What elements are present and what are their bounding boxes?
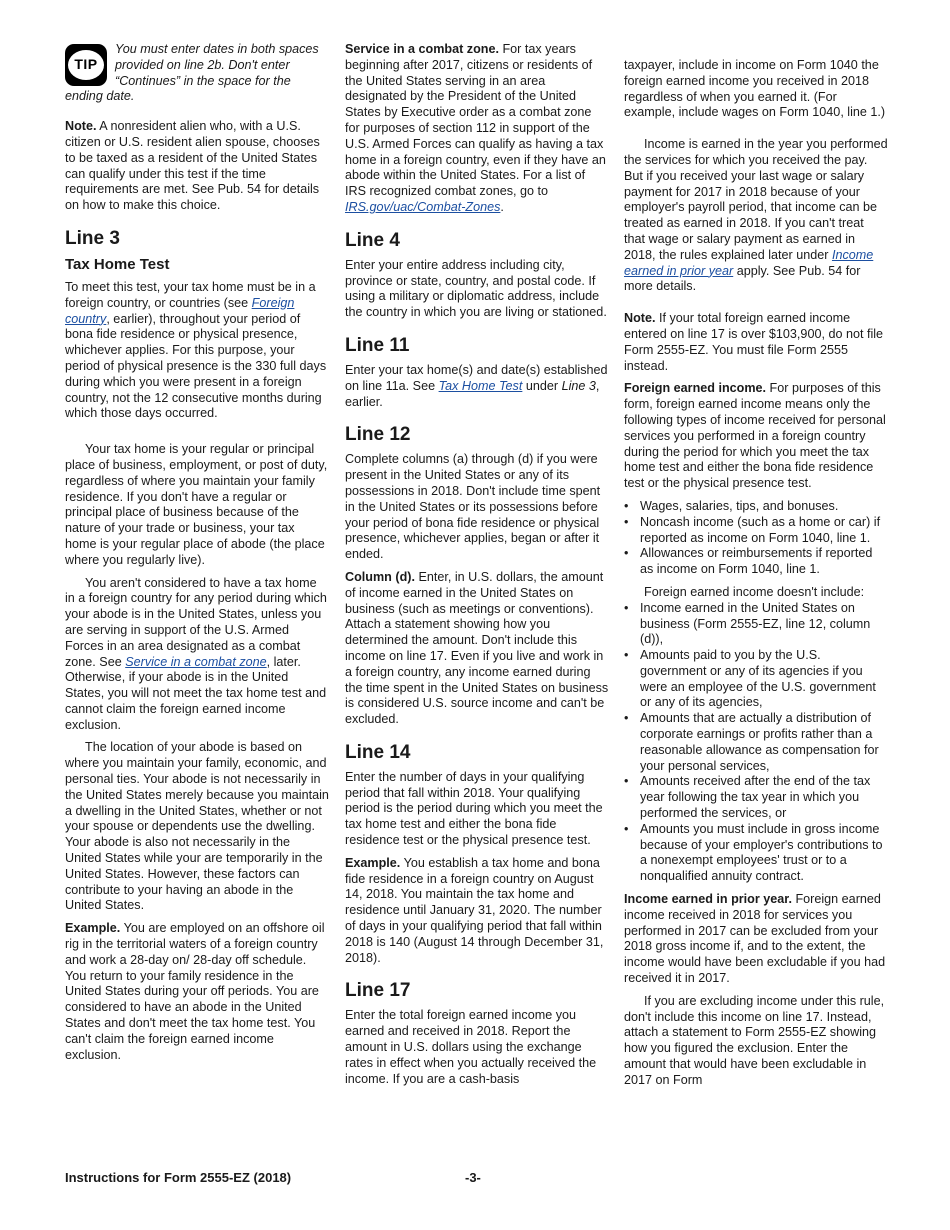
line-4-heading: Line 4 (345, 229, 400, 251)
cash-basis-paragraph: taxpayer, include in income on Form 1040 the foreign earned income you received in 2018 regardless of when you earned it. (For example, include wages on Form 1040, line 1.) (624, 58, 886, 120)
text-fragment: . (500, 199, 504, 214)
text-fragment: , later. Otherwise, if your abode is in the United States, you will not meet the tax home test and cannot claim the foreign earned income exclusion. (65, 654, 327, 732)
foreign-earned-income-paragraph (624, 381, 888, 492)
text-fragment: under (522, 378, 562, 393)
prior-year-paragraph (624, 892, 888, 987)
column-3 (624, 42, 888, 1096)
combat-zone-paragraph (345, 42, 609, 216)
text-fragment: If your total foreign earned income entered on line 17 is over $103,900, do not file Form 2555-EZ. You must file Form 2555 instead. (624, 311, 884, 373)
text-fragment: Foreign earned income received in 2018 for services you performed in 2017 can be excluded from your 2018 gross income if, and to the extent, the income would have been excludable if you had received it in 2017. (624, 892, 886, 986)
income-earned-paragraph (624, 137, 888, 295)
note-paragraph (624, 311, 888, 374)
line-14-heading: Line 14 (345, 741, 411, 763)
tip-text: You must enter dates in both spaces provided on line 2b. Don't enter “Continues” in the space for the ending date. (65, 42, 319, 104)
line-3-heading: Line 3 (65, 227, 120, 249)
line-3-reference: Line 3 (561, 378, 596, 393)
tax-home-test-link[interactable]: Tax Home Test (438, 378, 523, 393)
text-fragment: Enter your tax home(s) and date(s) established on line 11a. See (345, 362, 608, 393)
note-lead: Note. (65, 119, 97, 134)
doesnt-include-text: Foreign earned income doesn't include: (644, 584, 865, 599)
list-item: • Amounts that are actually a distribution of corporate earnings or profits rather than a reasonable allowance as compensation for your personal services, (624, 711, 888, 774)
list-item: • Amounts you must include in gross income because of your employer's contributions to a nonexempt employees' trust or to a nonqualified annuity contract. (624, 822, 888, 885)
list-item: • Amounts paid to you by the U.S. government or any of its agencies if you were an employee of the U.S. government or any of its agencies, (624, 648, 888, 711)
tip-box (65, 42, 329, 105)
foreign-earned-income-lead: Foreign earned income. (624, 381, 767, 396)
tax-home-test-heading: Tax Home Test (65, 255, 170, 273)
line-4-text: Enter your entire address including city, province or state, country, and postal code. If using a military or diplomatic address, include the country in which you are living or stationed. (345, 257, 607, 320)
text-fragment: , earlier), throughout your period of bona fide residence or physical presence, whichever applies. For this purpose, your period of physical presence is the 330 full days during which you were present in a foreign country, not the 12 consecutive months during which those days occurred. (65, 311, 327, 421)
tax-home-paragraph-2: Your tax home is your regular or principal place of business, employment, or post of duty, regardless of where you maintain your family residence. If you don't have a regular or principal place of business because of the nature of your trade or business, your tax home is your regular place of abode (the place where you regularly live). (65, 442, 328, 567)
line-14-example (345, 856, 609, 967)
text-fragment: To meet this test, your tax home must be in a foreign country, or countries (see (65, 279, 316, 310)
line-12-text: Complete columns (a) through (d) if you were present in the United States or any of its possessions in 2018. Don't include time spent in the United States or its possessions before your period of bona fide residence or physical presence, whichever applies, began or after it ended. (345, 452, 601, 562)
note-paragraph (65, 119, 329, 214)
column-d-paragraph (345, 570, 609, 728)
text-fragment: apply. See Pub. 54 for more details. (624, 263, 861, 294)
example-lead: Example. (65, 921, 121, 936)
column-d-lead: Column (d). (345, 569, 415, 584)
text-fragment: Income is earned in the year you performed the services for which you received the pay. But if you received your last wage or salary payment for 2017 in 2018 because of your employer's payroll period, that income can be treated as earned in 2018. If you can't treat that wage or salary payment as earned in 2018, the rules explained later under (624, 137, 888, 262)
text-fragment: You aren't considered to have a tax home in a foreign country for any period during which your abode is in the United States, unless you are serving in support of the U.S. Armed Forces in an area designated as a combat zone. See (65, 575, 327, 669)
income-earned-prior-year-link[interactable]: Income earned in prior year (624, 247, 874, 278)
list-item: • Income earned in the United States on business (Form 2555-EZ, line 12, column (d)), (624, 601, 888, 648)
text-fragment: Enter, in U.S. dollars, the amount of income earned in the United States on business (such as meetings or conventions). Attach a statement showing how you determined the amount. Don't include this income on line 17. Even if you live and work in a foreign country, any income earned during the time spent in the United States on business is considered U.S. source income and can't be excluded. (345, 569, 609, 727)
line-11-text (345, 363, 609, 410)
included-income-list (624, 499, 888, 578)
text-fragment: For tax years beginning after 2017, citizens or residents of the United States serving in an area designated by the President of the United States by Executive order as a combat zone for purposes of section 112 in support of the U.S. Armed Forces can qualify as having a tax home in a foreign country, even if they have an abode within the United States. For a list of IRS recognized combat zones, go to (345, 42, 606, 199)
service-combat-zone-link[interactable]: Service in a combat zone (125, 654, 267, 669)
text-fragment: For purposes of this form, foreign earned income means only the following types of income received for personal services you performed in a foreign country during the period for which you meet the tax home test and either the bona fide residence test or the physical presence test. (624, 381, 886, 491)
foreign-country-link[interactable]: Foreign country (65, 295, 295, 326)
excluded-income-list (624, 601, 888, 885)
tip-icon-label: TIP (68, 50, 104, 80)
list-item: • Wages, salaries, tips, and bonuses. (624, 499, 888, 515)
note-text: A nonresident alien who, with a U.S. citizen or U.S. resident alien spouse, chooses to be taxed as a resident of the United States can qualify under this test if the time requirements are met. See Pub. 54 for details on how to make this choice. (65, 119, 320, 213)
column-2 (345, 42, 609, 1094)
text-fragment: , earlier. (345, 378, 600, 409)
combat-zone-lead: Service in a combat zone. (345, 42, 499, 56)
line-17-heading: Line 17 (345, 980, 411, 1002)
excluding-income-paragraph: If you are excluding income under this rule, don't include this income on line 17. Instead, attach a statement to Form 2555-EZ showing how you figured the exclusion. Enter the amount that would have been excludable in 2017 on Form (624, 993, 885, 1087)
list-item: • Allowances or reimbursements if reported as income on Form 1040, line 1. (624, 546, 888, 578)
line-12-heading: Line 12 (345, 424, 411, 446)
example-paragraph (65, 921, 329, 1063)
line-14-text: Enter the number of days in your qualifying period that fall within 2018. Your qualifying period is the period during which you meet the tax home test and either the bona fide residence test or the physical presence test. (345, 769, 603, 848)
abode-paragraph: The location of your abode is based on where you maintain your family, economic, and personal ties. Your abode is not necessarily in the United States merely because you maintain a dwelling in the United States, whether or not your spouse or dependents use the dwelling. Your abode is also not necessarily in the United States while your are temporarily in the United States. However, these factors can contribute to your having an abode in the United States. (65, 740, 329, 913)
column-1 (65, 42, 329, 1070)
line-11-heading: Line 11 (345, 334, 410, 356)
text-fragment: You establish a tax home and bona fide residence in a foreign country on August 14, 2018. You maintain the tax home and residence until January 31, 2020. The number of days in your qualifying period that fall within 2018 is 140 (August 14 through December 31, 2018). (345, 855, 604, 965)
page-number: -3- (465, 1170, 481, 1185)
prior-year-lead: Income earned in prior year. (624, 892, 792, 907)
example-text: You are employed on an offshore oil rig in the territorial waters of a foreign country and work a 28-day on/ 28-day off schedule. You return to your family residence in the United States during your off periods. You are considered to have an abode in the United States and don't meet the tax home test. You can't claim the foreign earned income exclusion. (65, 921, 325, 1062)
list-item: • Amounts received after the end of the tax year following the tax year in which you performed the services, or (624, 774, 888, 821)
line-17-text: Enter the total foreign earned income you earned and received in 2018. Report the amount in U.S. dollars using the exchange rates in effect when you actually received the income. If you are a cash-basis (345, 1008, 597, 1086)
note-lead: Note. (624, 311, 656, 326)
irs-combat-zones-link[interactable]: IRS.gov/uac/Combat-Zones (345, 199, 501, 214)
tax-home-paragraph-3 (65, 576, 329, 734)
tip-icon (65, 44, 107, 86)
footer-title: Instructions for Form 2555-EZ (2018) (65, 1170, 292, 1185)
list-item: • Noncash income (such as a home or car) if reported as income on Form 1040, line 1. (624, 515, 888, 547)
tax-home-paragraph-1 (65, 280, 329, 422)
example-lead: Example. (345, 855, 401, 870)
